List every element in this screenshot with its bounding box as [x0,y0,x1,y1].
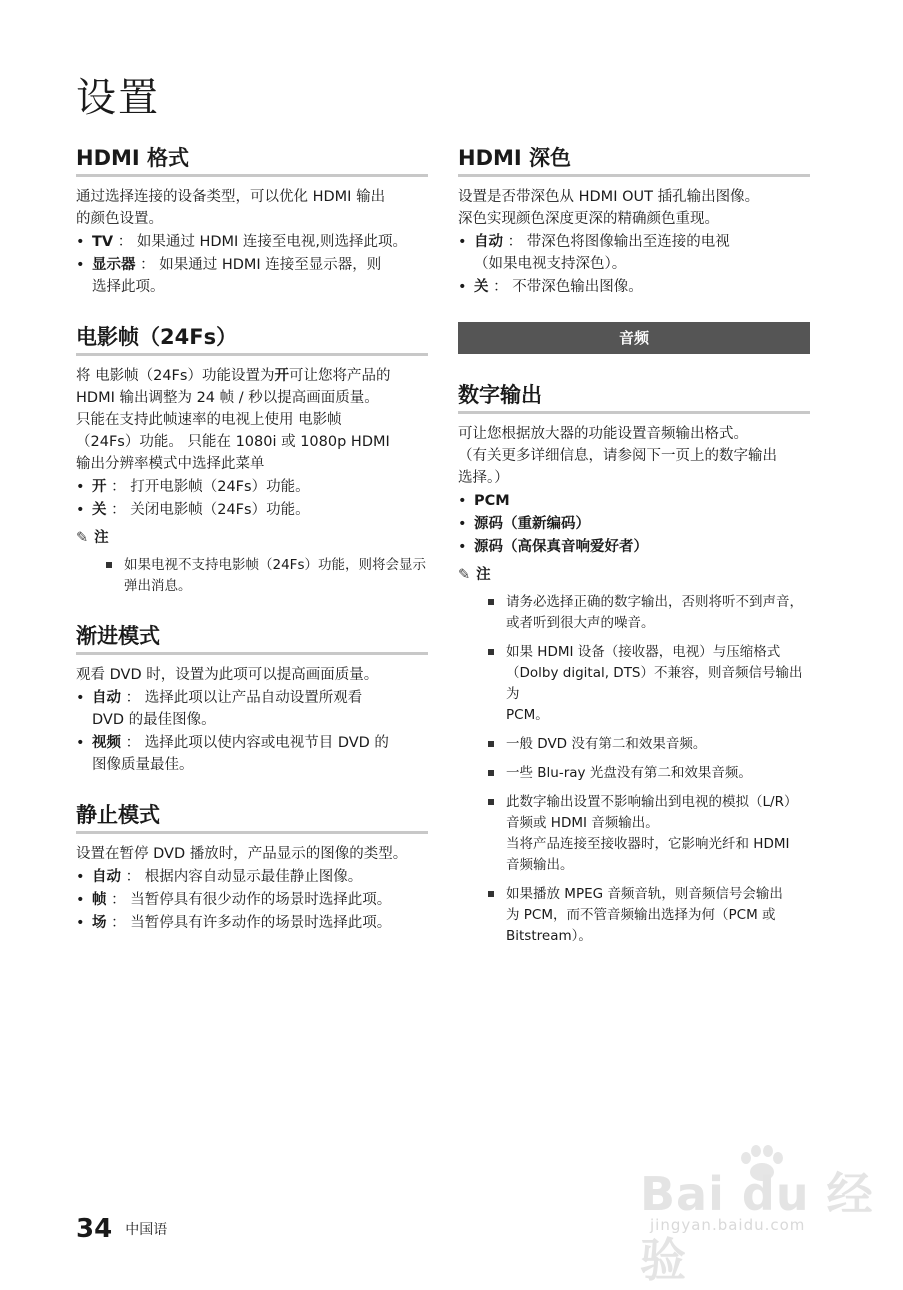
section-heading: 数字输出 [458,380,810,414]
option-list [76,231,428,298]
list-item: • 视频 ： 选择此项以使内容或电视节目 DVD 的 图像质量最佳。 [76,735,389,773]
baidu-jingyan-watermark [640,1140,880,1287]
note-item: 一般 DVD 没有第二和效果音频。 [488,734,810,755]
section-movie-frame [76,322,428,597]
left-column [76,143,428,958]
square-bullet-icon [488,891,494,897]
square-bullet-icon [488,799,494,805]
note-item: 请务必选择正确的数字输出，否则将听不到声音， 或者听到很大声的噪音。 [488,592,810,634]
list-item: • 自动 ： 带深色将图像输出至连接的电视 （如果电视支持深色）。 [458,234,730,272]
list-item: • 自动 ： 根据内容自动显示最佳静止图像。 [76,869,363,885]
list-item: • 场 ： 当暂停具有许多动作的场景时选择此项。 [76,915,392,931]
pencil-icon: ✎ [458,567,471,583]
section-intro: 通过选择连接的设备类型，可以优化 HDMI 输出 的颜色设置。 [76,189,386,227]
section-hdmi-format [76,143,428,298]
list-item: • 关 ： 不带深色输出图像。 [458,279,643,295]
square-bullet-icon [488,649,494,655]
note-list [76,555,428,597]
section-still-mode [76,800,428,934]
section-heading: 静止模式 [76,800,428,834]
section-heading: HDMI 格式 [76,143,428,177]
section-progressive-mode [76,621,428,776]
option-list [76,687,428,776]
page-number: 34 [76,1214,113,1244]
section-heading: 渐进模式 [76,621,428,655]
section-intro: 观看 DVD 时，设置为此项可以提高画面质量。 [76,667,379,683]
section-intro: 设置是否带深色从 HDMI OUT 插孔输出图像。 深色实现颜色深度更深的精确颜色重现。 [458,189,760,227]
right-column [458,143,810,971]
list-item: • PCM [458,493,510,509]
section-heading: 电影帧（24Fs） [76,322,428,356]
note-heading: ✎ 注 [458,567,491,583]
section-intro: 将 电影帧（24Fs）功能设置为开可让您将产品的 HDMI 输出调整为 24 帧 / 秒以提高画面质量。 只能在支持此帧速率的电视上使用 电影帧 （24Fs）功能。 只能在 1080i 或 1080p HDMI 输出分辨率模式中选择此菜单 [76,368,391,472]
note-item: 一些 Blu-ray 光盘没有第二和效果音频。 [488,763,810,784]
option-list [458,490,810,558]
option-list [76,866,428,934]
list-item: • 源码（高保真音响爱好者） [458,539,648,555]
list-item: • 自动 ： 选择此项以让产品自动设置所观看 DVD 的最佳图像。 [76,690,363,728]
list-item: • 帧 ： 当暂停具有很少动作的场景时选择此项。 [76,892,392,908]
square-bullet-icon [488,741,494,747]
pencil-icon: ✎ [76,530,89,546]
section-heading: HDMI 深色 [458,143,810,177]
language-label: 中国语 [125,1222,168,1238]
audio-banner: 音频 [458,322,810,354]
note-item: 如果播放 MPEG 音频音轨，则音频信号会输出 为 PCM，而不管音频输出选择为何（PCM 或 Bitstream）。 [488,884,810,947]
list-item: • 源码（重新编码） [458,516,590,532]
section-hdmi-deep-color [458,143,810,298]
note-item: 此数字输出设置不影响输出到电视的模拟（L/R） 音频或 HDMI 音频输出。 当将产品连接至接收器时，它影响光纤和 HDMI 音频输出。 [488,792,810,876]
section-digital-output [458,380,810,947]
note-list [458,592,810,947]
list-item: • 关 ： 关闭电影帧（24Fs）功能。 [76,502,310,518]
watermark-brand: Bai du 经验 [640,1167,874,1287]
square-bullet-icon [106,562,112,568]
page-title: 设置 [76,75,160,121]
square-bullet-icon [488,770,494,776]
list-item: • TV ： 如果通过 HDMI 连接至电视,则选择此项。 [76,234,408,250]
watermark-url: jingyan.baidu.com [650,1216,806,1234]
note-item: 如果 HDMI 设备（接收器，电视）与压缩格式 （Dolby digital, DTS）不兼容，则音频信号输出为 PCM。 [488,642,810,726]
list-item: • 开 ： 打开电影帧（24Fs）功能。 [76,479,310,495]
option-list [76,476,428,521]
list-item: • 显示器 ： 如果通过 HDMI 连接至显示器，则 选择此项。 [76,257,382,295]
note-heading: ✎ 注 [76,530,109,546]
note-item: 如果电视不支持电影帧（24Fs）功能，则将会显示 弹出消息。 [106,555,428,597]
option-list [458,231,810,298]
square-bullet-icon [488,599,494,605]
page-footer [76,1214,167,1244]
section-intro: 设置在暂停 DVD 播放时，产品显示的图像的类型。 [76,846,408,862]
section-intro: 可让您根据放大器的功能设置音频输出格式。 （有关更多详细信息，请参阅下一页上的数字输出 选择。） [458,426,777,486]
